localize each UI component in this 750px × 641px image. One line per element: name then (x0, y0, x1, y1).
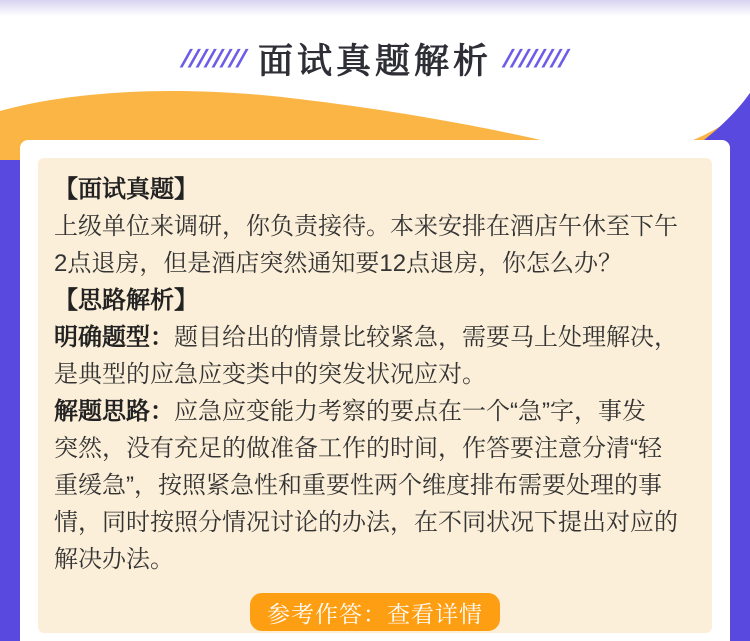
text-line: 上级单位来调研，你负责接待。本来安排在酒店午休至下午 (54, 213, 678, 240)
content-card (20, 140, 730, 641)
text-line: 突然，没有充足的做准备工作的时间，作答要注意分清“轻 (54, 435, 662, 462)
text-line: 重缓急”，按照紧急性和重要性两个维度排布需要处理的事 (54, 472, 662, 499)
title-row (180, 34, 571, 84)
text-line: 解题思路：应急应变能力考察的要点在一个“急”字，事发 (54, 398, 646, 425)
text-line: 是典型的应急应变类中的突发状况应对。 (54, 361, 486, 388)
text-line: 情，同时按照分情况讨论的办法，在不同状况下提出对应的 (54, 509, 678, 536)
text-line: 解决办法。 (54, 546, 174, 573)
text-line: 【思路解析】 (54, 287, 198, 314)
text-lines (54, 171, 696, 578)
page-title: 面试真题解析 (257, 42, 492, 81)
view-details-button[interactable]: 参考作答：查看详情 (250, 593, 500, 631)
text-line: 2点退房，但是酒店突然通知要12点退房，你怎么办？ (54, 250, 623, 277)
question-panel (38, 158, 712, 633)
left-slashes-decoration: //////// (180, 44, 249, 73)
text-line: 明确题型：题目给出的情景比较紧急，需要马上处理解决， (54, 324, 678, 351)
text-line: 【面试真题】 (54, 176, 198, 203)
right-slashes-decoration: //////// (501, 44, 571, 73)
